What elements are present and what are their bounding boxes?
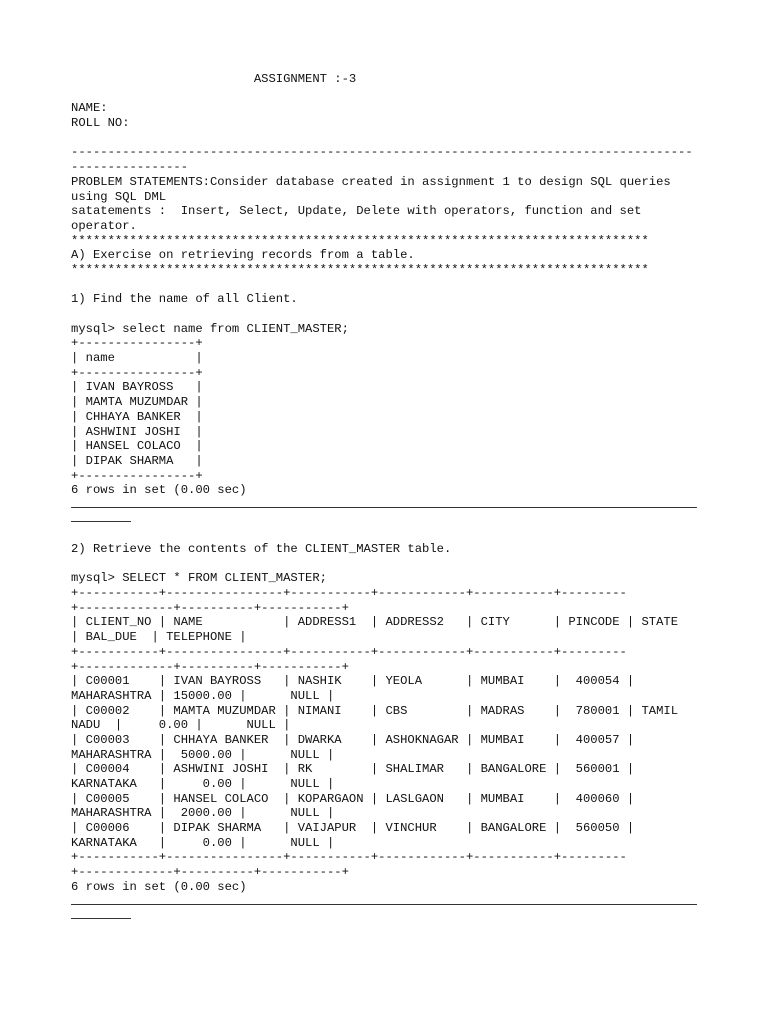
output-line: | CLIENT_NO | NAME | ADDRESS1 | ADDRESS2 | CITY | PINCODE | STATE <box>71 615 679 630</box>
query-1-result: 6 rows in set (0.00 sec) <box>71 483 247 498</box>
horizontal-rule <box>71 498 711 527</box>
output-line: | HANSEL COLACO | <box>71 439 203 454</box>
assignment-title: ASSIGNMENT :-3 <box>71 72 357 86</box>
output-line: | C00003 | CHHAYA BANKER | DWARKA | ASHOKNAGAR | MUMBAI | 400057 | <box>71 732 635 747</box>
problem-statement-line: PROBLEM STATEMENTS:Consider database created in assignment 1 to design SQL queries <box>71 174 671 189</box>
output-line: +-------------+----------+-----------+ <box>71 600 349 615</box>
output-line: +----------------+ <box>71 468 203 483</box>
question-2: 2) Retrieve the contents of the CLIENT_MASTER table. <box>71 542 452 557</box>
output-line: | BAL_DUE | TELEPHONE | <box>71 630 247 645</box>
spacer <box>71 87 711 102</box>
roll-no-label: ROLL NO: <box>71 116 130 131</box>
section-a-heading: A) Exercise on retrieving records from a table. <box>71 248 415 263</box>
output-line: +----------------+ <box>71 365 203 380</box>
rule-line <box>71 507 697 508</box>
rule-line-short <box>71 918 131 919</box>
output-line: KARNATAKA | 0.00 | NULL | <box>71 777 335 792</box>
problem-statement-line: using SQL DML <box>71 189 167 204</box>
output-line: | C00005 | HANSEL COLACO | KOPARGAON | LASLGAON | MUMBAI | 400060 | <box>71 791 635 806</box>
problem-statement-line: operator. <box>71 218 137 233</box>
output-line: MAHARASHTRA | 15000.00 | NULL | <box>71 688 335 703</box>
output-line: | C00001 | IVAN BAYROSS | NASHIK | YEOLA | MUMBAI | 400054 | <box>71 674 635 689</box>
output-line: | DIPAK SHARMA | <box>71 453 203 468</box>
output-line: MAHARASHTRA | 2000.00 | NULL | <box>71 806 335 821</box>
dash-separator-line: ---------------- <box>71 160 189 175</box>
query-2-result: 6 rows in set (0.00 sec) <box>71 879 247 894</box>
spacer <box>71 307 711 322</box>
spacer <box>71 527 711 542</box>
output-line: +-------------+----------+-----------+ <box>71 659 349 674</box>
star-separator-line: ******************************************************************************* <box>71 262 649 277</box>
output-line: | CHHAYA BANKER | <box>71 409 203 424</box>
query-1-output <box>71 336 711 483</box>
horizontal-rule <box>71 895 711 924</box>
output-line: +-----------+----------------+-----------+------------+-----------+--------- <box>71 850 627 865</box>
output-line: | ASHWINI JOSHI | <box>71 424 203 439</box>
name-label: NAME: <box>71 101 108 116</box>
query-2-output <box>71 586 711 880</box>
output-line: NADU | 0.00 | NULL | <box>71 718 291 733</box>
output-line: | IVAN BAYROSS | <box>71 380 203 395</box>
output-line: +-------------+----------+-----------+ <box>71 865 349 880</box>
spacer <box>71 278 711 293</box>
output-line: +-----------+----------------+-----------+------------+-----------+--------- <box>71 644 627 659</box>
output-line: | MAMTA MUZUMDAR | <box>71 395 203 410</box>
star-separator-line: ******************************************************************************* <box>71 233 649 248</box>
question-1: 1) Find the name of all Client. <box>71 292 298 307</box>
query-2: mysql> SELECT * FROM CLIENT_MASTER; <box>71 571 327 586</box>
output-line: | C00004 | ASHWINI JOSHI | RK | SHALIMAR | BANGALORE | 560001 | <box>71 762 635 777</box>
output-line: | C00002 | MAMTA MUZUMDAR | NIMANI | CBS | MADRAS | 780001 | TAMIL <box>71 703 679 718</box>
output-line: +-----------+----------------+-----------+------------+-----------+--------- <box>71 586 627 601</box>
rule-line <box>71 904 697 905</box>
document-page <box>71 72 711 924</box>
spacer <box>71 131 711 146</box>
output-line: +----------------+ <box>71 336 203 351</box>
rule-line-short <box>71 521 131 522</box>
output-line: | name | <box>71 351 203 366</box>
query-1: mysql> select name from CLIENT_MASTER; <box>71 321 349 336</box>
output-line: KARNATAKA | 0.00 | NULL | <box>71 835 335 850</box>
spacer <box>71 557 711 572</box>
output-line: | C00006 | DIPAK SHARMA | VAIJAPUR | VINCHUR | BANGALORE | 560050 | <box>71 821 635 836</box>
dash-separator-line: ------------------------------------------------------------------------------------- <box>71 145 693 160</box>
problem-statement-line: satatements : Insert, Select, Update, Delete with operators, function and set <box>71 204 642 219</box>
output-line: MAHARASHTRA | 5000.00 | NULL | <box>71 747 335 762</box>
